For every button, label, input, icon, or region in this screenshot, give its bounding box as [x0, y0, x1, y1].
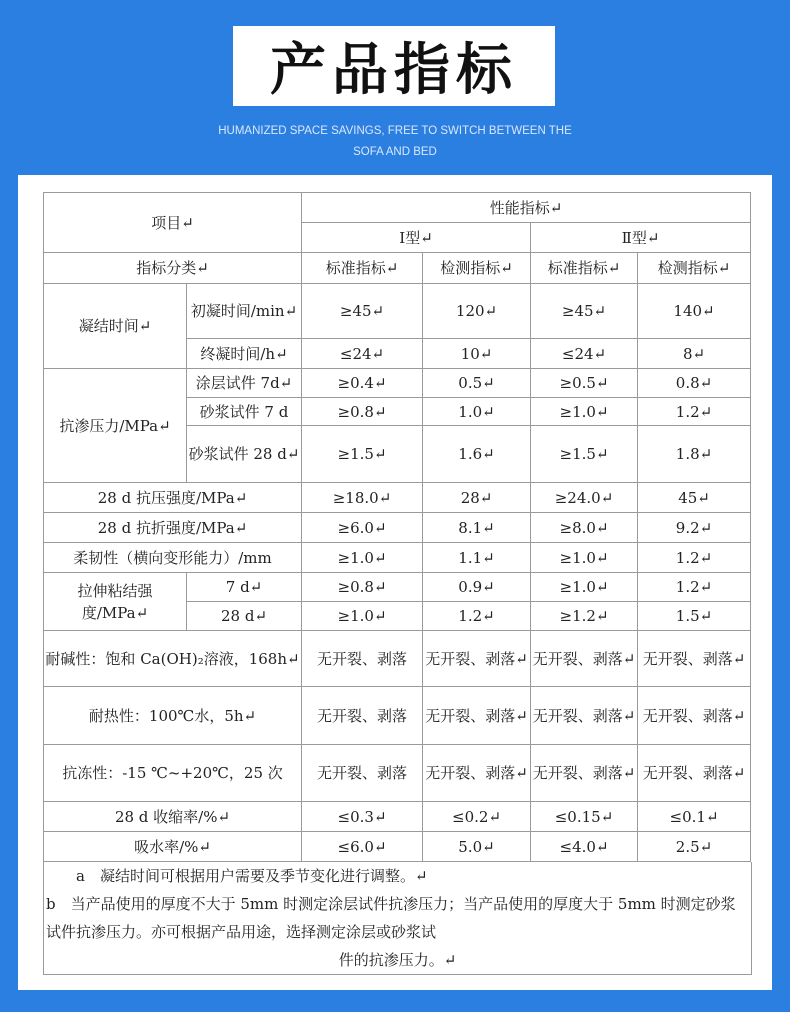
cell: ≥1.0↵	[302, 602, 423, 631]
cell: ≥45↵	[531, 284, 638, 339]
cell-bond-28d: 28 d↵	[187, 602, 302, 631]
cell: ≥0.4↵	[302, 369, 423, 398]
cell: ≥18.0↵	[302, 483, 423, 513]
subtitle	[0, 121, 790, 163]
note-b: b 当产品使用的厚度不大于 5mm 时测定涂层试件抗渗压力；当产品使用的厚度大于 5mm 时测定砂浆试件抗渗压力。亦可根据产品用途，选择测定涂层或砂浆试	[46, 895, 736, 941]
cell: 10↵	[423, 339, 531, 369]
cell: 无开裂、剥落	[302, 631, 423, 687]
cell: ≥45↵	[302, 284, 423, 339]
row-alkali: 耐碱性：饱和 Ca(OH)₂溶液，168h↵	[44, 631, 302, 687]
cell: 120↵	[423, 284, 531, 339]
note-b-end: 件的抗渗压力。↵	[338, 951, 457, 969]
cell: ≥1.5↵	[531, 426, 638, 483]
cell: 无开裂、剥落	[302, 745, 423, 802]
row-flexibility: 柔韧性（横向变形能力）/mm	[44, 543, 302, 573]
cell: 1.6↵	[423, 426, 531, 483]
cell: ≥1.0↵	[531, 398, 638, 426]
row-flexural: 28 d 抗折强度/MPa↵	[44, 513, 302, 543]
cell: ≥1.5↵	[302, 426, 423, 483]
cell: ≥8.0↵	[531, 513, 638, 543]
header-performance: 性能指标↵	[302, 193, 751, 223]
cell: 1.8↵	[638, 426, 751, 483]
cell-initial-set: 初凝时间/min↵	[187, 284, 302, 339]
cell: ≤0.2↵	[423, 802, 531, 832]
cell: ≤0.15↵	[531, 802, 638, 832]
header-item: 项目↵	[44, 193, 302, 253]
cell: 无开裂、剥落↵	[531, 745, 638, 802]
cell: ≤0.1↵	[638, 802, 751, 832]
cell: 无开裂、剥落↵	[423, 687, 531, 745]
cell: 1.2↵	[638, 398, 751, 426]
cell: ≤0.3↵	[302, 802, 423, 832]
cell: 0.9↵	[423, 573, 531, 602]
row-heat: 耐热性：100℃水，5h↵	[44, 687, 302, 745]
cell: 无开裂、剥落↵	[531, 687, 638, 745]
cell: 1.2↵	[638, 573, 751, 602]
header-category: 指标分类↵	[44, 253, 302, 284]
cell: ≥1.2↵	[531, 602, 638, 631]
cell-coating-7d: 涂层试件 7d↵	[187, 369, 302, 398]
cell: 2.5↵	[638, 832, 751, 862]
cell: 8↵	[638, 339, 751, 369]
spec-panel	[18, 175, 772, 990]
cell: ≤24↵	[302, 339, 423, 369]
row-bond: 拉伸粘结强度/MPa↵	[44, 573, 187, 631]
cell: 45↵	[638, 483, 751, 513]
cell: 无开裂、剥落↵	[531, 631, 638, 687]
row-compressive: 28 d 抗压强度/MPa↵	[44, 483, 302, 513]
cell: ≥1.0↵	[302, 543, 423, 573]
header-test-1: 检测指标↵	[423, 253, 531, 284]
cell: 无开裂、剥落↵	[638, 687, 751, 745]
note-a: a 凝结时间可根据用户需要及季节变化进行调整。↵	[76, 867, 428, 885]
cell: ≥6.0↵	[302, 513, 423, 543]
spec-table	[43, 192, 751, 862]
cell: 140↵	[638, 284, 751, 339]
header-std-1: 标准指标↵	[302, 253, 423, 284]
cell: 1.2↵	[638, 543, 751, 573]
row-absorption: 吸水率/%↵	[44, 832, 302, 862]
cell: ≥0.8↵	[302, 398, 423, 426]
header-std-2: 标准指标↵	[531, 253, 638, 284]
row-setting-time: 凝结时间↵	[44, 284, 187, 369]
row-shrinkage: 28 d 收缩率/%↵	[44, 802, 302, 832]
cell: 无开裂、剥落↵	[423, 631, 531, 687]
cell: 1.5↵	[638, 602, 751, 631]
header-test-2: 检测指标↵	[638, 253, 751, 284]
notes	[43, 862, 752, 975]
cell: 1.1↵	[423, 543, 531, 573]
cell: ≥0.5↵	[531, 369, 638, 398]
cell-mortar-28d: 砂浆试件 28 d↵	[187, 426, 302, 483]
row-freeze: 抗冻性：-15 ℃~+20℃，25 次	[44, 745, 302, 802]
cell: 28↵	[423, 483, 531, 513]
cell: 无开裂、剥落	[302, 687, 423, 745]
cell: ≤4.0↵	[531, 832, 638, 862]
cell: 5.0↵	[423, 832, 531, 862]
cell-bond-7d: 7 d↵	[187, 573, 302, 602]
title-box	[233, 26, 555, 106]
cell: 无开裂、剥落↵	[638, 631, 751, 687]
cell: 1.2↵	[423, 602, 531, 631]
cell: ≥1.0↵	[531, 543, 638, 573]
cell: 无开裂、剥落↵	[423, 745, 531, 802]
header-type-1: Ⅰ型↵	[302, 223, 531, 253]
page-title: 产品指标	[270, 38, 518, 103]
cell-final-set: 终凝时间/h↵	[187, 339, 302, 369]
cell: 无开裂、剥落↵	[638, 745, 751, 802]
cell: 1.0↵	[423, 398, 531, 426]
cell-mortar-7d: 砂浆试件 7 d	[187, 398, 302, 426]
header-type-2: Ⅱ型↵	[531, 223, 751, 253]
cell: ≤24↵	[531, 339, 638, 369]
cell: ≥24.0↵	[531, 483, 638, 513]
cell: ≥0.8↵	[302, 573, 423, 602]
cell: 8.1↵	[423, 513, 531, 543]
cell: 9.2↵	[638, 513, 751, 543]
subtitle-line-1: HUMANIZED SPACE SAVINGS, FREE TO SWITCH BETWEEN THE	[218, 125, 572, 137]
row-impermeability: 抗渗压力/MPa↵	[44, 369, 187, 483]
cell: 0.5↵	[423, 369, 531, 398]
subtitle-line-2: SOFA AND BED	[353, 146, 437, 158]
cell: ≥1.0↵	[531, 573, 638, 602]
cell: ≤6.0↵	[302, 832, 423, 862]
cell: 0.8↵	[638, 369, 751, 398]
